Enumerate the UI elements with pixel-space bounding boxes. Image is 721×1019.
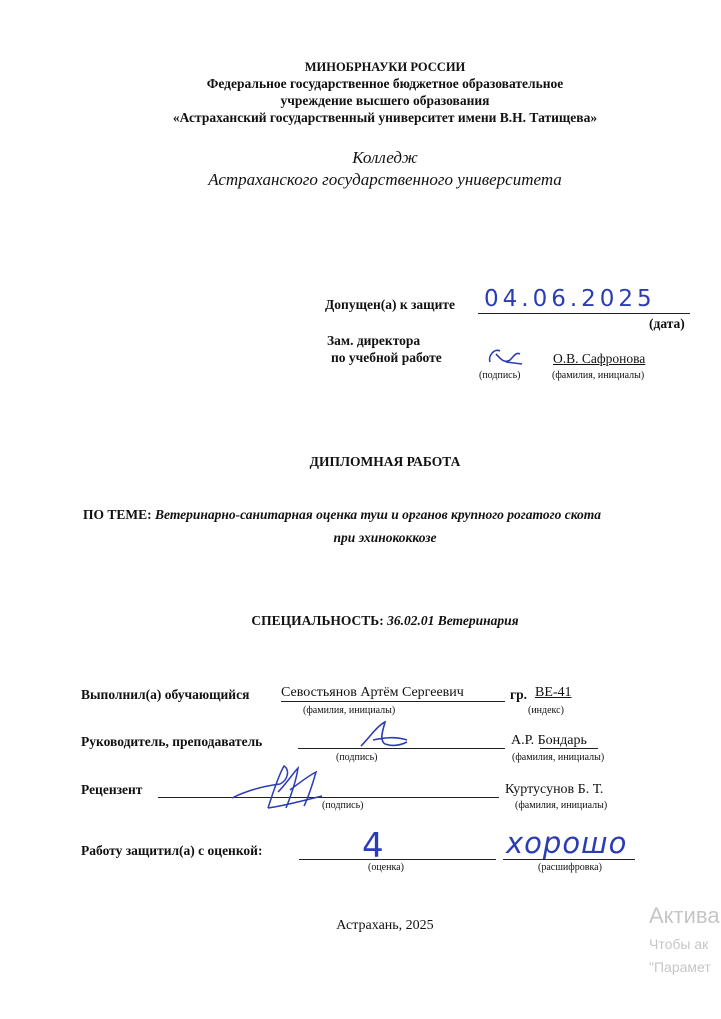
- ministry-name: МИНОБРНАУКИ РОССИИ: [304, 60, 466, 74]
- group-label: гр.: [510, 687, 528, 702]
- reviewer-name-caption: (фамилия, инициалы): [515, 800, 608, 811]
- grade-decoding: хорошо: [506, 826, 628, 860]
- admitted-label: Допущен(а) к защите: [325, 297, 455, 312]
- admitted-date-line: [478, 313, 690, 314]
- student-name: Севостьянов Артём Сергеевич: [281, 685, 464, 700]
- deputy-title-1: Зам. директора: [327, 333, 421, 348]
- specialty-line: [0, 613, 721, 629]
- group-index-caption: (индекс): [528, 705, 564, 716]
- supervisor-name: А.Р. Бондарь: [511, 733, 587, 748]
- deputy-title-2: по учебной работе: [331, 350, 442, 365]
- supervisor-signature: [355, 718, 415, 752]
- topic-text-1: Ветеринарно-санитарная оценка туш и органов крупного рогатого скота: [155, 507, 602, 522]
- topic-label: ПО ТЕМЕ:: [83, 507, 152, 522]
- student-name-line: [281, 701, 505, 702]
- date-caption: (дата): [649, 316, 685, 331]
- reviewer-signature-caption: (подпись): [322, 800, 364, 811]
- admitted-date: 04.06.2025: [484, 286, 656, 312]
- activation-watermark-line-3: "Парамет: [649, 959, 711, 975]
- supervisor-name-underline: [540, 748, 598, 749]
- reviewer-signature-line: [158, 797, 499, 798]
- topic-text-2: при эхинококкозе: [333, 530, 437, 545]
- supervisor-label: Руководитель, преподаватель: [81, 734, 263, 749]
- deputy-name-caption: (фамилия, инициалы): [552, 370, 645, 381]
- reviewer-label: Рецензент: [81, 782, 143, 797]
- grade-decoding-caption: (расшифровка): [538, 862, 602, 873]
- org-line-2: учреждение высшего образования: [280, 93, 490, 108]
- reviewer-name: Куртусунов Б. Т.: [505, 782, 604, 797]
- org-line-3: «Астраханский государственный университет имени В.Н. Татищева»: [172, 110, 598, 125]
- specialty-value: 36.02.01 Ветеринария: [387, 613, 519, 628]
- student-name-caption: (фамилия, инициалы): [303, 705, 396, 716]
- college-line-2: Астраханского государственного университета: [208, 170, 562, 189]
- deputy-name: О.В. Сафронова: [553, 351, 646, 366]
- college-line-1: Колледж: [352, 148, 418, 167]
- activation-watermark-line-2: Чтобы ак: [649, 936, 709, 952]
- supervisor-name-caption: (фамилия, инициалы): [512, 752, 605, 763]
- reviewer-signature: [228, 762, 326, 816]
- org-line-1: Федеральное государственное бюджетное образовательное: [206, 76, 564, 91]
- supervisor-signature-caption: (подпись): [336, 752, 378, 763]
- activation-watermark-title: Актива: [649, 903, 720, 928]
- city-year: Астрахань, 2025: [336, 918, 434, 933]
- document-type: ДИПЛОМНАЯ РАБОТА: [309, 454, 461, 469]
- group-value: ВЕ-41: [535, 685, 572, 700]
- topic-line-1: [83, 507, 601, 523]
- grade-caption: (оценка): [368, 862, 404, 873]
- specialty-label: СПЕЦИАЛЬНОСТЬ:: [251, 613, 384, 628]
- student-label: Выполнил(а) обучающийся: [81, 687, 250, 702]
- grade-line: [299, 859, 496, 860]
- grade-value: 4: [362, 826, 384, 866]
- grade-label: Работу защитил(а) с оценкой:: [81, 843, 263, 858]
- deputy-signature-caption: (подпись): [479, 370, 521, 381]
- deputy-signature: [484, 342, 526, 370]
